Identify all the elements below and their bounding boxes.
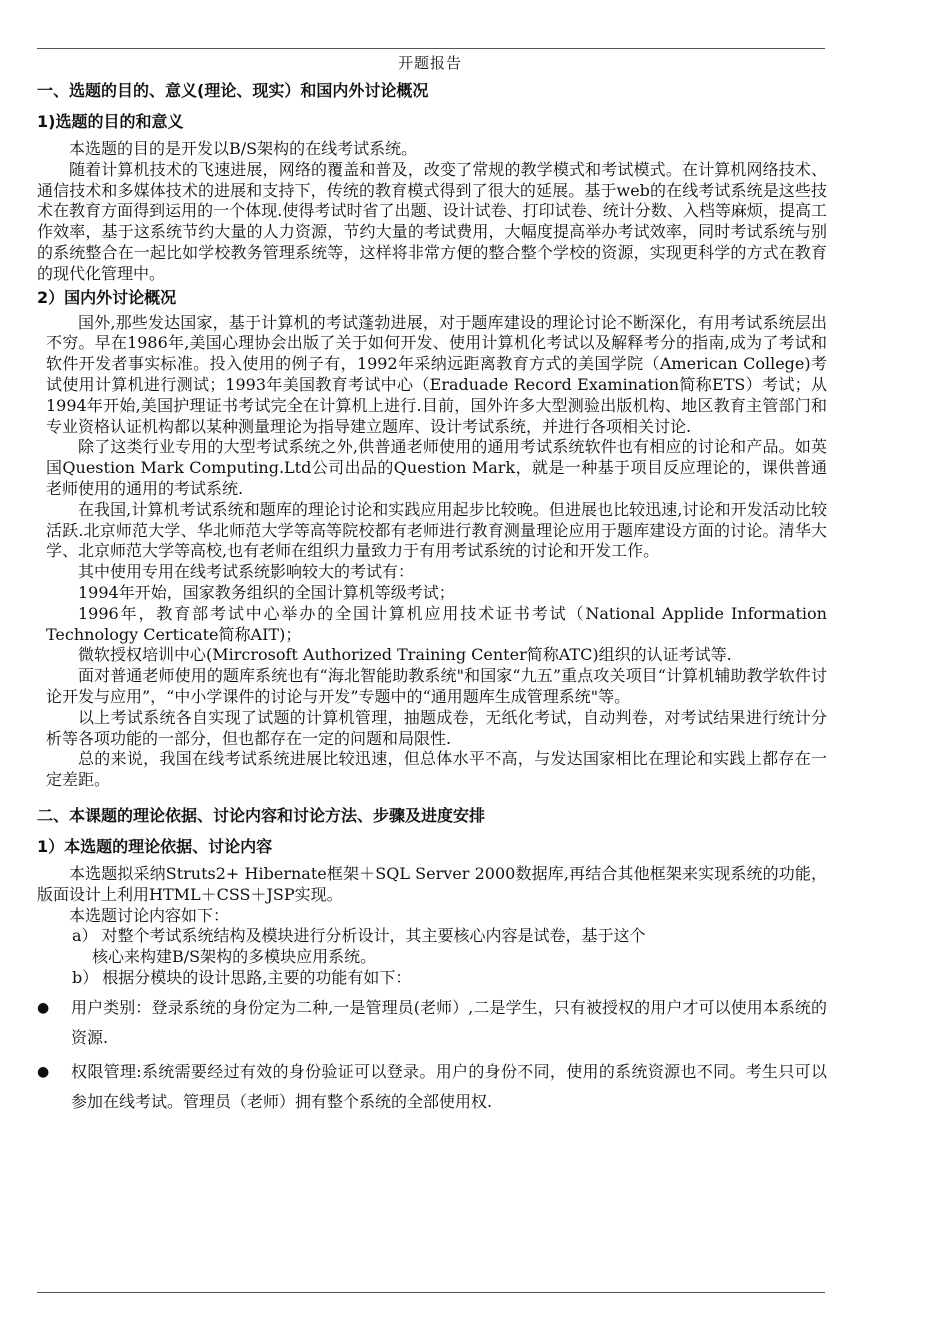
bullet-text: 权限管理:系统需要经过有效的身份验证可以登录。用户的身份不同，使用的系统资源也不同。考生只可以参加在线考试。管理员（老师）拥有整个系统的全部使用权. <box>71 1061 827 1111</box>
footer-rule <box>37 1292 825 1293</box>
paragraph: 总的来说，我国在线考试系统进展比较迅速，但总体水平不高，与发达国家相比在理论和实践上都存在一定差距。 <box>46 749 827 790</box>
paragraph: 其中使用专用在线考试系统影响较大的考试有： <box>78 562 415 582</box>
paragraph: 本选题拟采纳Struts2+ Hibernate框架＋SQL Server 2000数据库,再结合其他框架来实现系统的功能，版面设计上利用HTML＋CSS＋JSP实现。 <box>37 863 827 904</box>
section-1-heading: 一、选题的目的、意义(理论、现实）和国内外讨论概况 <box>37 81 429 100</box>
list-item-a-continued: 核心来构建B/S架构的多模块应用系统。 <box>92 947 377 967</box>
paragraph: 除了这类行业专用的大型考试系统之外,供普通老师使用的通用考试系统软件也有相应的讨论和产品。如英国Question Mark Computing.Ltd公司出品的Question Mark，就是一种基于项目反应理论的，课供普通老师使用的通用的考试系统. <box>46 437 827 498</box>
document-body <box>37 80 827 1117</box>
bullet-item <box>37 1057 827 1117</box>
page-header-title: 开题报告 <box>397 54 462 72</box>
paragraph: 1996年，教育部考试中心举办的全国计算机应用技术证书考试（National Applide Information Technology Certicate简称AIT)； <box>46 603 827 644</box>
list-item-text: 根据分模块的设计思路,主要的功能有如下： <box>102 967 412 987</box>
list-item-text: 对整个考试系统结构及模块进行分析设计，其主要核心内容是试卷，基于这个 <box>101 926 646 946</box>
paragraph: 面对普通老师使用的题库系统也有“海北智能助教系统"和国家“九五”重点攻关项目“计算机辅助教学软件讨论开发与应用”，“中小学课件的讨论与开发”专题中的“通用题库生成管理系统"等。 <box>46 666 827 706</box>
bullet-item <box>37 993 827 1053</box>
section-2-1-heading: 1）本选题的理论依据、讨论内容 <box>37 836 273 856</box>
paragraph: 本选题讨论内容如下： <box>69 905 230 925</box>
paragraph: 国外,那些发达国家，基于计算机的考试蓬勃进展，对于题库建设的理论讨论不断深化，有用考试系统层出不穷。早在1986年,美国心理协会出版了关于如何开发、使用计算机化考试以及解释考分的指南,成为了考试和软件开发者事实标准。投入使用的例子有，1992年采纳远距离教育方式的美国学院（American College)考试使用计算机进行测试；1993年美国教育考试中心（Eraduade Record Examination简称ETS）考试；从1994年开始,美国护理证书考试完全在计算机上进行.目前，国外许多大型测验出版机构、地区教育主管部门和专业资格认证机构都以某种测量理论为指导建立题库、设计考试系统，并进行各项相关讨论. <box>46 312 827 436</box>
paragraph: 本选题的目的是开发以B/S架构的在线考试系统。 <box>69 139 418 158</box>
list-marker: b） <box>72 967 99 987</box>
paragraph: 在我国,计算机考试系统和题库的理论讨论和实践应用起步比较晚。但进展也比较迅速,讨论和开发活动比较活跃.北京师范大学、华北师范大学等高等院校都有老师进行教育测量理论应用于题库建设方面的讨论。清华大学、北京师范大学等高校,也有老师在组织力量致力于有用考试系统的讨论和开发工作。 <box>46 499 827 561</box>
header-rule <box>37 48 825 49</box>
section-1-1-heading: 1)选题的目的和意义 <box>37 112 184 131</box>
paragraph: 以上考试系统各自实现了试题的计算机管理，抽题成卷，无纸化考试，自动判卷，对考试结果进行统计分析等各项功能的一部分，但也都存在一定的问题和局限性. <box>46 707 827 748</box>
list-item-b <box>37 968 827 989</box>
list-marker: a） <box>72 926 98 946</box>
section-1-2-heading: 2）国内外讨论概况 <box>37 287 177 307</box>
bullet-text: 用户类别：登录系统的身份定为二种,一是管理员(老师）,二是学生，只有被授权的用户才可以使用本系统的资源. <box>71 997 827 1047</box>
paragraph: 1994年开始，国家教务组织的全国计算机等级考试； <box>78 582 455 602</box>
bullet-icon: ● <box>37 999 50 1016</box>
paragraph: 微软授权培训中心(Mircrosoft Authorized Training Center简称ATC)组织的认证考试等. <box>78 645 732 665</box>
list-item-a <box>37 926 827 947</box>
bullet-icon: ● <box>37 1063 50 1080</box>
section-2-heading: 二、本课题的理论依据、讨论内容和讨论方法、步骤及进度安排 <box>37 805 486 825</box>
paragraph: 随着计算机技术的飞速进展，网络的覆盖和普及，改变了常规的教学模式和考试模式。在计算机网络技术、通信技术和多媒体技术的进展和支持下，传统的教育模式得到了很大的延展。基于web的在线考试系统是这些技术在教育方面得到运用的一个体现.使得考试时省了出题、设计试卷、打印试卷、统计分数、入档等麻烦，提高工作效率，基于这系统节约大量的人力资源，节约大量的考试费用，大幅度提高举办考试效率，同时考试系统与别的系统整合在一起比如学校教务管理系统等，这样将非常方便的整合整个学校的资源，实现更科学的方式在教育的现代化管理中。 <box>37 159 827 283</box>
